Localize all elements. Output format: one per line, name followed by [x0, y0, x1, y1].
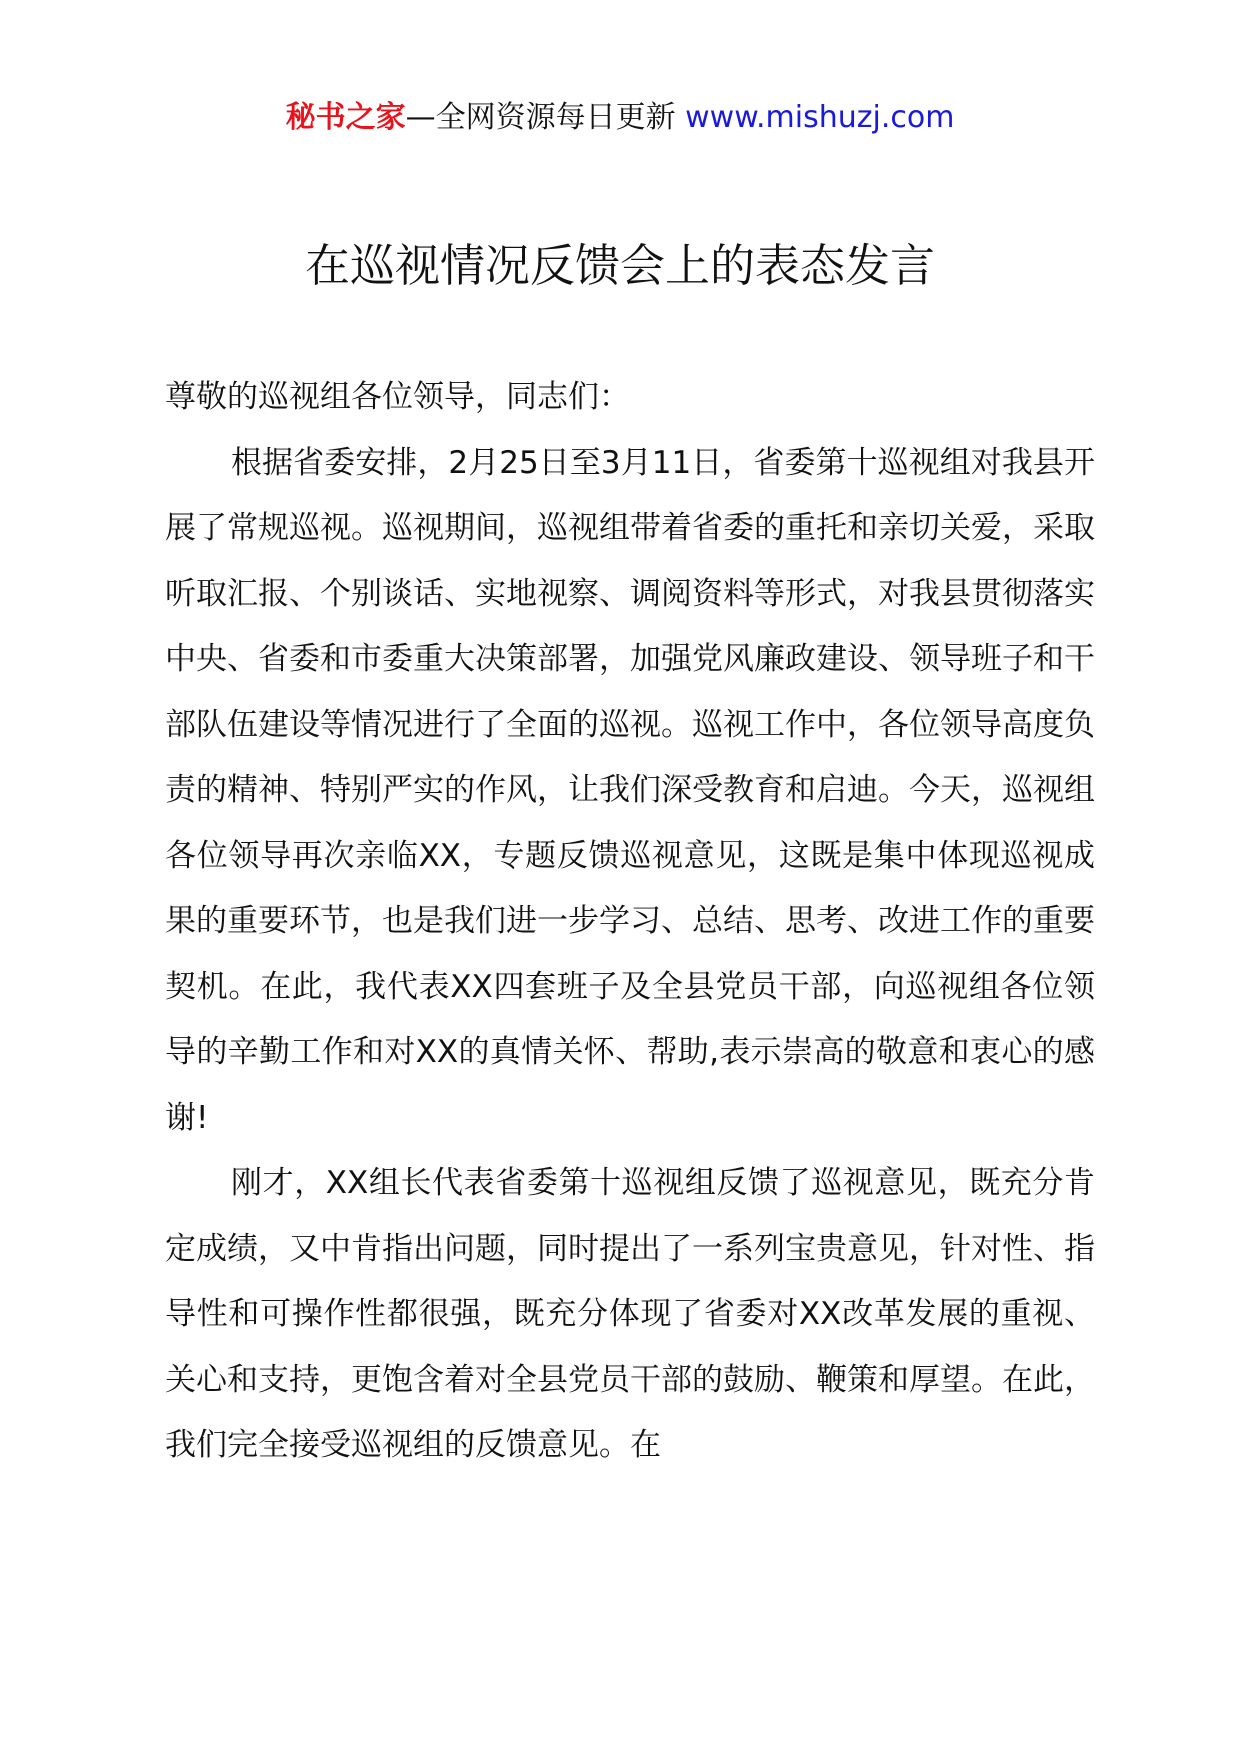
brand-name: 秘书之家	[285, 100, 406, 135]
header-tagline: —全网资源每日更新	[405, 100, 686, 135]
body-paragraph: 刚才，XX组长代表省委第十巡视组反馈了巡视意见，既充分肯定成绩，又中肯指出问题，同时提出了一系列宝贵意见，针对性、指导性和可操作性都很强，既充分体现了省委对XX改革发展的重视、关心和支持，更饱含着对全县党员干部的鼓励、鞭策和厚望。在此，我们完全接受巡视组的反馈意见。在	[165, 1165, 1095, 1463]
site-header	[0, 98, 1240, 138]
body-paragraph: 根据省委安排，2月25日至3月11日，省委第十巡视组对我县开展了常规巡视。巡视期间，巡视组带着省委的重托和亲切关爱，采取听取汇报、个别谈话、实地视察、调阅资料等形式，对我县贯彻落实中央、省委和市委重大决策部署，加强党风廉政建设、领导班子和干部队伍建设等情况进行了全面的巡视。巡视工作中，各位领导高度负责的精神、特别严实的作风，让我们深受教育和启迪。今天，巡视组各位领导再次亲临XX，专题反馈巡视意见，这既是集中体现巡视成果的重要环节，也是我们进一步学习、总结、思考、改进工作的重要契机。在此，我代表XX四套班子及全县党员干部，向巡视组各位领导的辛勤工作和对XX的真情关怀、帮助,表示崇高的敬意和衷心的感谢!	[165, 444, 1095, 1136]
salutation: 尊敬的巡视组各位领导，同志们：	[165, 379, 630, 415]
document-body	[165, 365, 1095, 1479]
site-url-link[interactable]: www.mishuzj.com	[685, 100, 955, 135]
document-title: 在巡视情况反馈会上的表态发言	[304, 239, 935, 292]
